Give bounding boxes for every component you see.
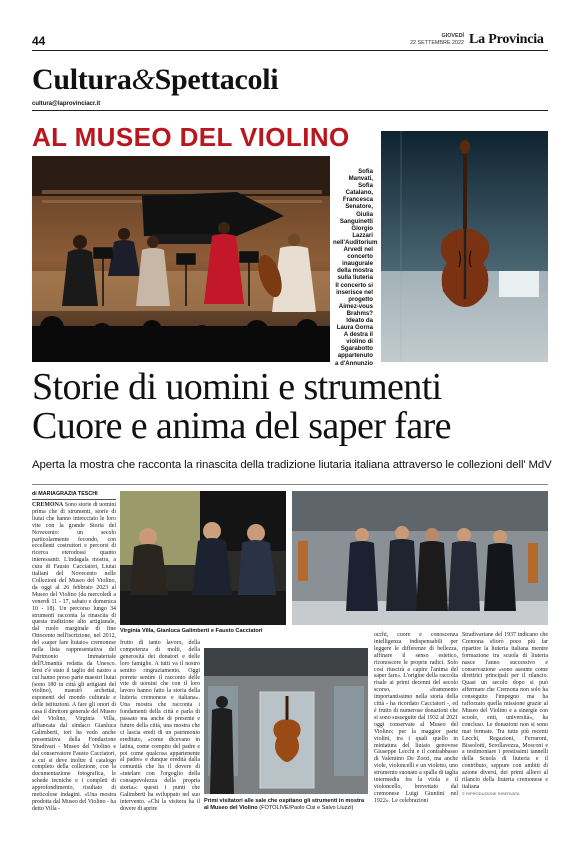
subheadline: Aperta la mostra che racconta la rinascita della tradizione liutaria italiana attraverso le collezioni dell' MdV xyxy=(32,459,552,471)
article-dateline: CREMONA xyxy=(32,502,64,508)
concert-caption: Sofia Manvati, Sofia Catalano, Francesca Senatore, Giulia Sanguinetti Giorgio Lazzari nell'Auditorium Arvedi nel concerto inaugurale della mostra sulla liuteria Il concerto si inserisce nel progetto Aimez-vous Brahms? Ideato da Laura Gorna A destra il violino di Sgarabotto appartenuto a d'Annunzio xyxy=(333,168,378,367)
ribbon-photo xyxy=(292,491,548,625)
copyright-mark: © RIPRODUZIONE RISERVATA xyxy=(462,790,520,796)
kicker: AL MUSEO DEL VIOLINO xyxy=(32,122,350,152)
article-column-4 xyxy=(462,632,548,828)
violin-photo xyxy=(381,131,548,362)
article-col1-text: Sono storie di uomini prima che di strumenti, storie di liutai che hanno intrecciato le loro vite con la grande Storia del Novecento: un secolo particolarmente fecondo, con eccellenti costruttori e percorsi di ricerca eterodossi quanto interessanti. L'indagala mostra, a cura di Fausto Cacciatori, Liutai italiani del Novecento nelle Collezioni del Museo del Violino, da oggi al 26 febbraio 2023 al Museo del Violino (da mercoledì a venerdì 11 - 17, sabato e domenica 10 - 18). Un percorso lungo 34 strumenti racconta la rinascita di questa tradizione alto artigianale, dal ruolo marginale di fine Ottocento nell'iscrizione, nel 2012, del «saper fare liutaio» cremonese nella lista rappresentativa del Patrimonio Immateriale dell'Umanità redatta da Unesco. Iersi c'è stato il taglio del nastro a cui hanno preso parte maestri liutai (sono 180 in città gli artigiani del violino), maestri archettai, esponenti del mondo culturale e delle istituzioni. A fare gli onori di casa il direttore generale del Museo del Violino, Virginia Villa, affiancata dal sindaco Gianluca Galimberti, iori ha vedo anche presentativa della Fondazione Stradivari - Museo del Violino e dal conservatore Fausto Cacciatori, a cui si deve inoltre il catalogo completo della collezione, con la documentazione fotografica, le schede tecniche e i completi di approfondimento, risultato di meticolose indagini. «Una mostra prodotta dal Museo del Violino - ha detto Villa - xyxy=(32,502,116,812)
top-rule xyxy=(32,50,548,51)
masthead: La Provincia xyxy=(469,32,544,47)
concert-illustration xyxy=(32,156,330,362)
article-column-2: frutto di tanto lavoro, della competenza di molti, della generosità dei donatori e delle loro famiglie. A tutti va il nostro sentito ringraziamento. Oggi porrete sentire il racconto delle vite di uomini che con il loro lavoro hanno fatto la storia della liuteria cremonese e italiana». Una mostra che racconta i fondamenti della città e parla di passato ma anche di presente e futuro della città, una mostra che ci lascia eredi di un patrimonio ereditato, «come dicevano in latina, come compito del padre e poi come qualcosa appartenente al padre» e dunque eredità dalla comunità che ha il dovere di «tutelare con l'orgoglio della consapevolezza della propria storia»: questi i punti che Galimberti ha sviluppato nel suo intervento. «Chi la visitera ha il dovere di aprire xyxy=(120,640,200,812)
byline: di MARIAGRAZIA TESCHI xyxy=(32,491,116,500)
article-col4-text: Stradivariane del 1937 indicano che Cremona sfiorò poco più far ripartire la liuteria italiana mentre formazione tra scuola di liuteria nasce l'anno successivo e conservazione «sono assunte come direttrici principali per il rilancio. Quasi un secolo dopo si può affermare che Cremona non solo ha conseguito l'impegno ma ha rafforzato quella missione grazie al Museo del Violino e a sinergie con scuole, enti, università», ha concluso. Le donazioni non si sono mai fermate. Tra tutte più recenti Lecchi, Regazioni, Ferraroni, Bissolotti, Scrollavezza, Mosconi e a testimoniare i prestissimi iannelli della Scuola di liuteria e il contributo, seppure con ambiti di azione diversi, dei primi allievi al rilancio della liuteria cremonese e italiana xyxy=(462,632,548,790)
article-column-1 xyxy=(32,502,116,812)
subhead-rule xyxy=(32,484,548,485)
dateline-date: 22 SETTEMBRE 2022 xyxy=(410,39,464,46)
visitors-photo xyxy=(204,648,368,794)
visitors-illustration xyxy=(204,648,368,794)
section-rule xyxy=(32,110,548,111)
section-ampersand: & xyxy=(131,63,155,96)
dateline-day: GIOVEDÌ xyxy=(441,33,464,39)
panel-illustration xyxy=(120,491,286,625)
headline xyxy=(32,368,548,446)
page-number: 44 xyxy=(32,34,46,48)
headline-line-2: Cuore e anima del saper fare xyxy=(32,405,451,447)
visitors-photo-caption xyxy=(204,798,368,812)
panel-photo-caption: Virginia Villa, Gianluca Galimberti e Fausto Cacciatori xyxy=(120,628,263,634)
visitors-caption-credit: (FOTOLIVE/Paolo Cisi e Salvo Liuzzi) xyxy=(259,805,354,811)
dateline xyxy=(356,33,464,46)
section-title-b: Spettacoli xyxy=(154,63,279,96)
concert-photo xyxy=(32,156,330,362)
article-column-3: occhi, cuore e conoscenza intelligenza indispensabili per leggere le differenze di bellezza, affinare il senso estetico, riconoscere le proprie radici. Solo così riuscirà a capire l'anima del saper fare». L'origine della raccolta risale ai primi decenni del secolo scorso, «frammento importantissimo nella storia della città - ha ricordato Cacciatori -, ed è frutto di numerose donazioni che si sono susseguite dal 1932 al 2021 oggi conservate al Museo del Violino; per la maggior parte violini, tra i quali quello in miniatura del liutaio genovese Giuseppe Lecchi e il contrabbasso di Valentino De Zorzi, ma anche viole, violoncelli e un violetto, uno strumento suonato a spalla di taglia intermedia fra la viola e il violoncello, brevettato dal cremonese Luigi Giuniini nel 1922». Le celebrazioni xyxy=(374,632,458,804)
section-title-a: Cultura xyxy=(32,63,132,96)
ribbon-illustration xyxy=(292,491,548,625)
violin-illustration xyxy=(381,131,548,362)
visitors-caption-text: Primi visitatori alle sale che ospitano gli strumenti in mostra al Museo del Violino xyxy=(204,798,365,811)
panel-photo xyxy=(120,491,286,625)
section-title xyxy=(32,64,278,96)
section-email: cultura@laprovinciacr.it xyxy=(32,101,101,107)
headline-line-1: Storie di uomini e strumenti xyxy=(32,366,442,408)
